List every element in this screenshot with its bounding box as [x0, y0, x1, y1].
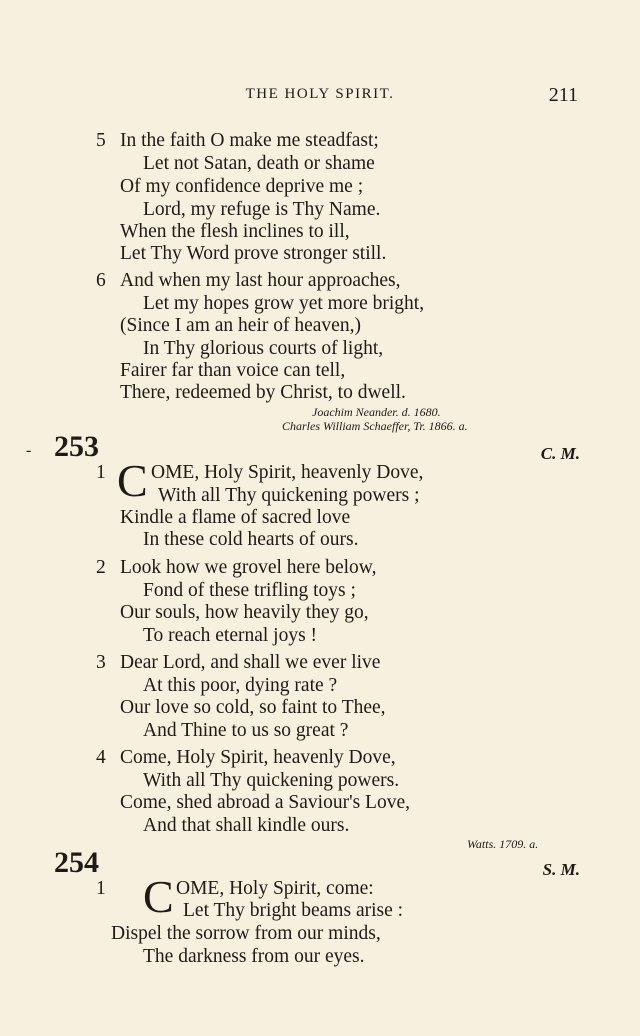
verse-number: 2	[96, 557, 106, 578]
verse-line: And that shall kindle ours.	[143, 815, 350, 836]
verse-line: Fairer far than voice can tell,	[120, 360, 346, 381]
verse-line: Kindle a flame of sacred love	[120, 507, 351, 528]
verse-number: 6	[96, 270, 106, 291]
meter-label: S. M.	[542, 860, 580, 879]
page-number: 211	[548, 84, 578, 106]
verse-line: Fond of these trifling toys ;	[143, 580, 356, 601]
verse-line: Come, Holy Spirit, heavenly Dove,	[120, 747, 396, 768]
verse-line: Dispel the sorrow from our minds,	[111, 923, 381, 944]
verse-line: In Thy glorious courts of light,	[143, 338, 384, 359]
translator-attribution: Charles William Schaeffer, Tr. 1866. a.	[282, 419, 468, 433]
verse-line: OME, Holy Spirit, come:	[176, 878, 374, 899]
verse-number: 3	[96, 652, 106, 673]
verse-line: Our souls, how heavily they go,	[120, 602, 369, 623]
verse-line: The darkness from our eyes.	[143, 946, 365, 967]
author-attribution: Watts. 1709. a.	[467, 837, 539, 851]
hymn-number: 253	[54, 430, 99, 463]
verse-line: With all Thy quickening powers.	[143, 770, 400, 791]
verse-line: To reach eternal joys !	[143, 625, 318, 646]
verse-line: When the flesh inclines to ill,	[120, 221, 350, 242]
verse-line: Let Thy Word prove stronger still.	[120, 243, 387, 264]
verse-number: 1	[96, 462, 106, 483]
verse-line: Our love so cold, so faint to Thee,	[120, 697, 386, 718]
verse-line: (Since I am an heir of heaven,)	[120, 315, 361, 336]
verse-line: OME, Holy Spirit, heavenly Dove,	[151, 462, 424, 483]
verse-number: 5	[96, 130, 106, 151]
verse-line: Let my hopes grow yet more bright,	[143, 293, 425, 314]
verse-line: Lord, my refuge is Thy Name.	[143, 199, 381, 220]
verse-line: Of my confidence deprive me ;	[120, 176, 364, 197]
verse-line: And Thine to us so great ?	[143, 720, 349, 741]
verse-line: Let not Satan, death or shame	[143, 153, 375, 174]
verse-line: Dear Lord, and shall we ever live	[120, 652, 381, 673]
verse-number: 4	[96, 747, 106, 768]
hymn-number: 254	[54, 846, 99, 879]
verse-line: There, redeemed by Christ, to dwell.	[120, 382, 406, 403]
running-title: THE HOLY SPIRIT.	[245, 86, 395, 102]
verse-line: At this poor, dying rate ?	[143, 675, 338, 696]
margin-dash: -	[26, 442, 32, 459]
verse-line: With all Thy quickening powers ;	[158, 485, 420, 506]
verse-line: In the faith O make me steadfast;	[120, 130, 379, 151]
verse-line: Come, shed abroad a Saviour's Love,	[120, 792, 410, 813]
verse-line: Let Thy bright beams arise :	[183, 900, 404, 921]
verse-number: 1	[96, 878, 106, 899]
verse-line: In these cold hearts of ours.	[143, 529, 359, 550]
drop-cap: C	[143, 871, 174, 922]
meter-label: C. M.	[540, 444, 580, 463]
author-attribution: Joachim Neander. d. 1680.	[312, 405, 441, 419]
verse-line: And when my last hour approaches,	[120, 270, 401, 291]
drop-cap: C	[117, 455, 148, 506]
verse-line: Look how we grovel here below,	[120, 557, 377, 578]
